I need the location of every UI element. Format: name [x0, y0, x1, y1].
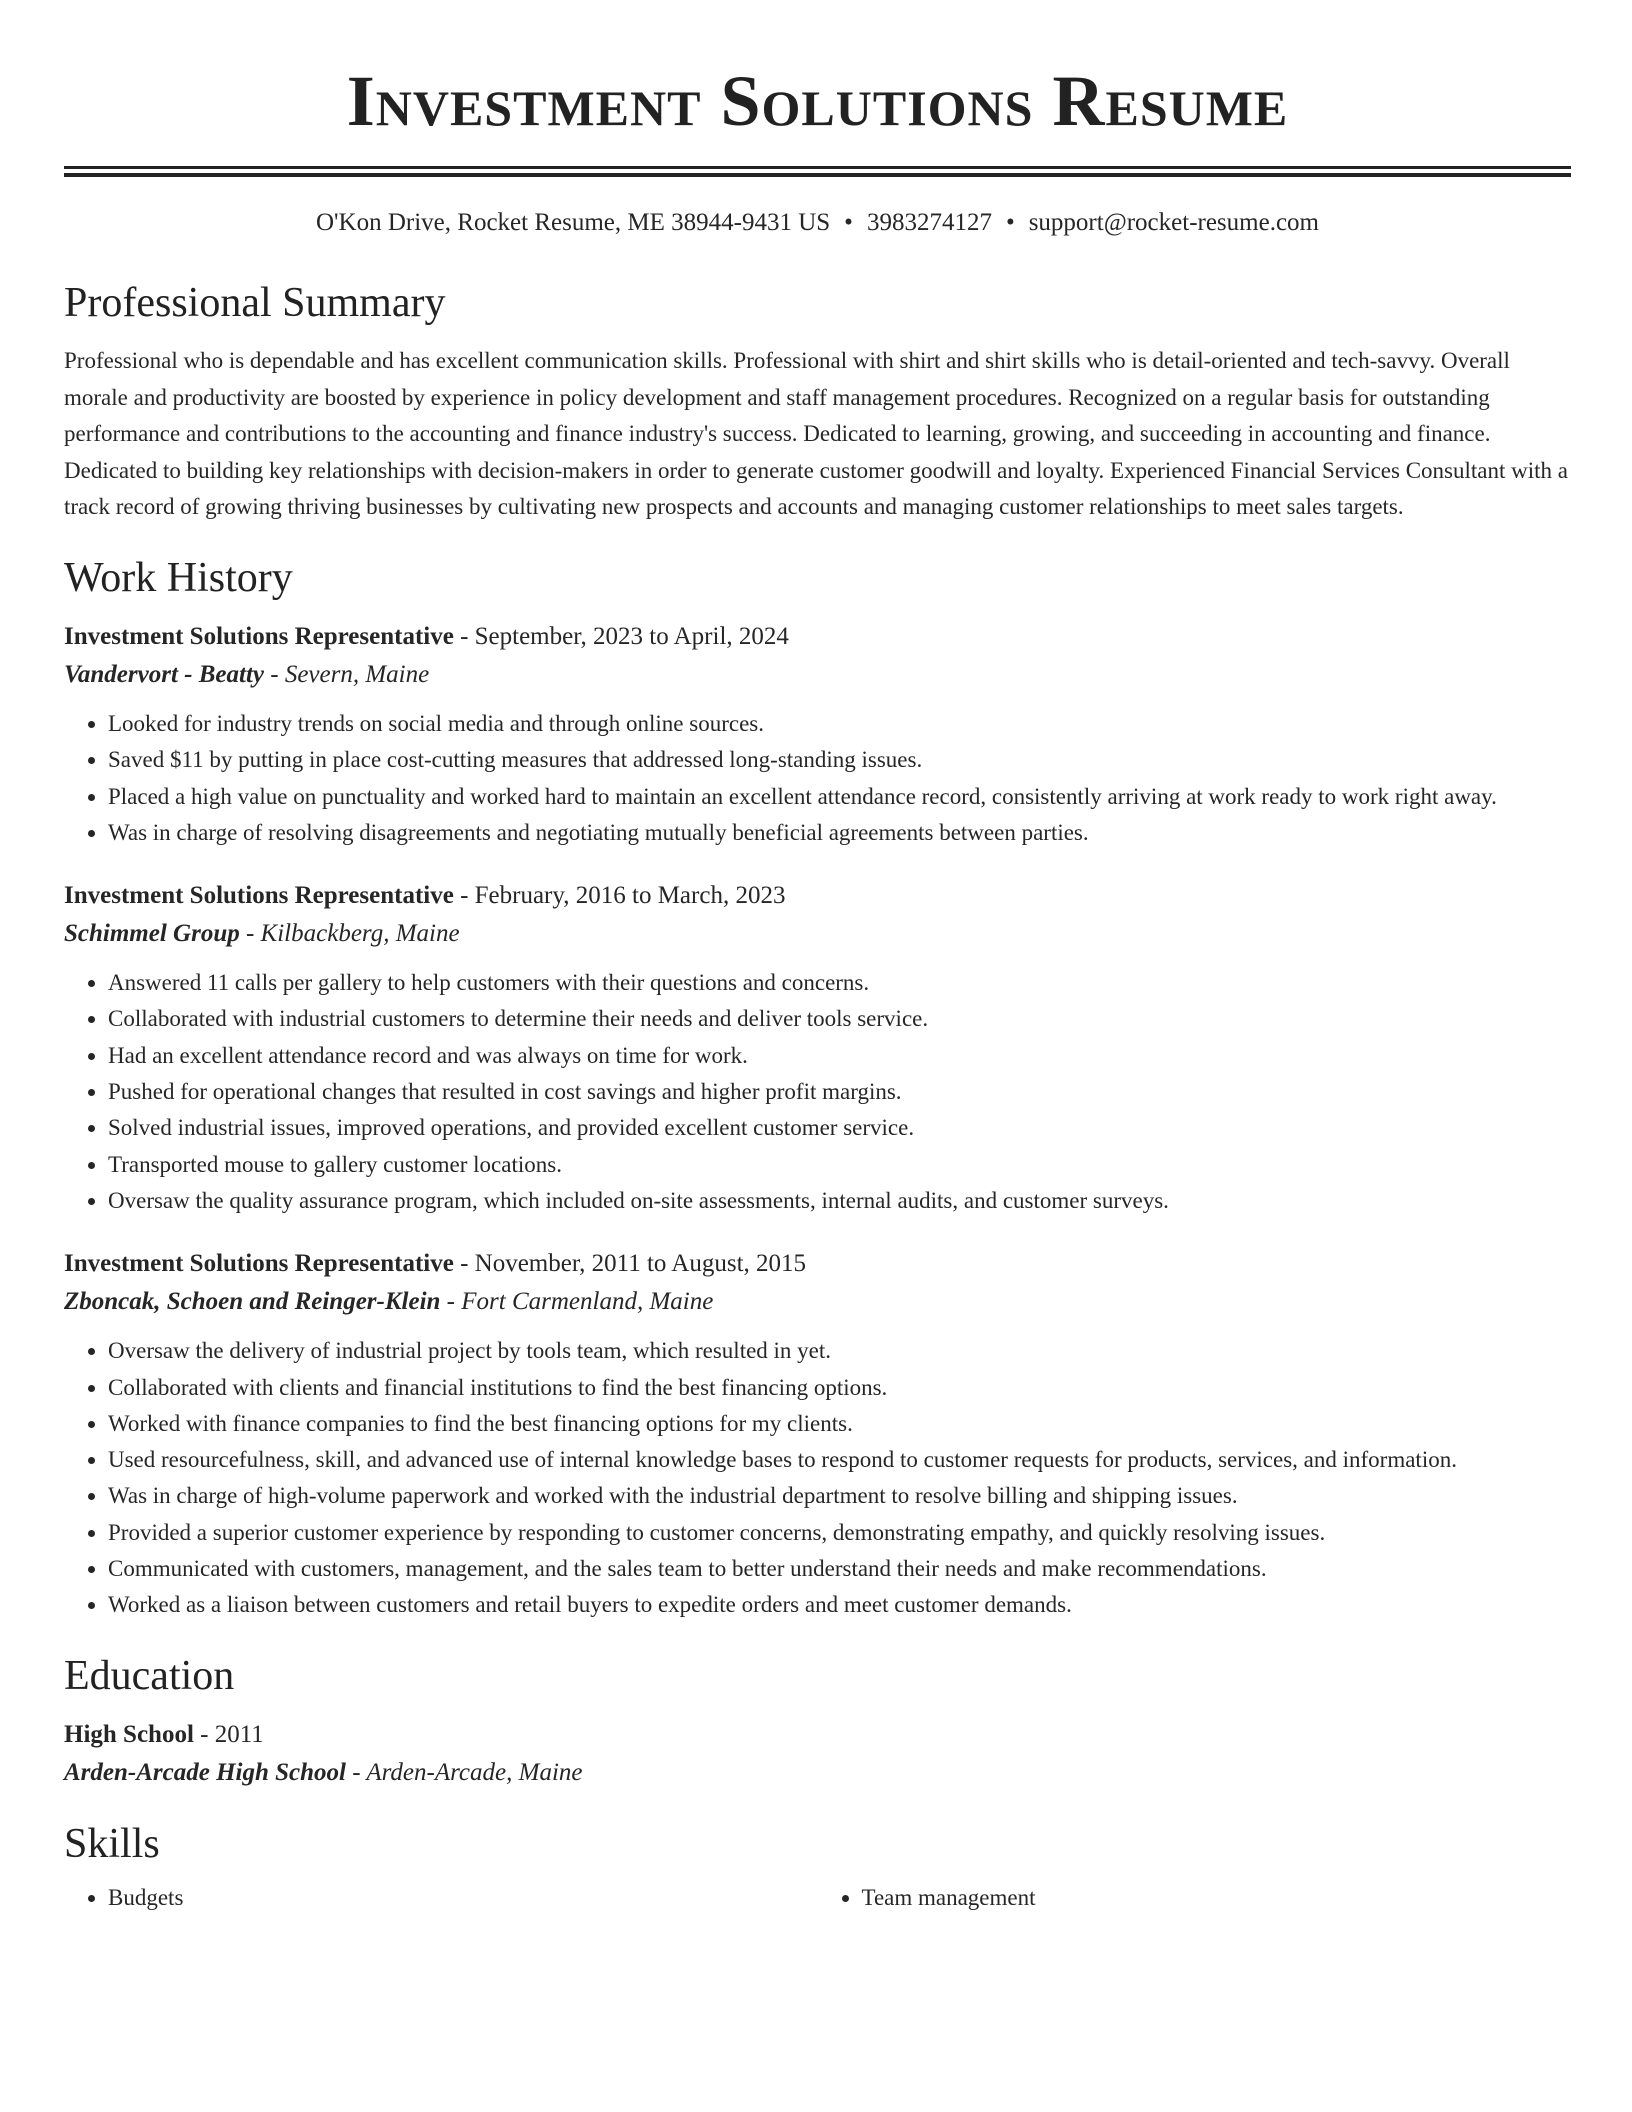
- contact-email: support@rocket-resume.com: [1028, 209, 1319, 236]
- contact-line: [64, 207, 1571, 239]
- list-item: • Answered 11 calls per gallery to help customers with their questions and concerns.: [108, 965, 1571, 1001]
- job-location: - Kilbackberg, Maine: [239, 920, 460, 948]
- graduation-year: - 2011: [193, 1720, 264, 1748]
- bullet-separator: •: [1005, 209, 1015, 236]
- work-history-heading: Work History: [64, 554, 293, 601]
- job-bullets: [64, 965, 1571, 1219]
- summary-text: Professional who is dependable and has excellent communication skills. Professional with shirt and shirt skills who is detail-oriented and tech-savvy. Overall morale and productivity are boosted by experience in policy development and staff management procedures. Recognized on a regular basis for outstanding performance and contributions to the accounting and finance industry's success. Dedicated to learning, growing, and succeeding in accounting and finance. Dedicated to building key relationships with decision-makers in order to generate customer goodwill and loyalty. Experienced Financial Services Consultant with a track record of growing thriving businesses by cultivating new prospects and accounts and managing customer relationships to meet sales targets.: [64, 348, 1568, 520]
- list-item: • Worked with finance companies to find the best financing options for my clients.: [108, 1406, 1571, 1442]
- list-item: • Communicated with customers, management, and the sales team to better understand their needs and make recommendations.: [108, 1551, 1571, 1587]
- job-dates: - November, 2011 to August, 2015: [453, 1250, 807, 1278]
- list-item: • Saved $11 by putting in place cost-cutting measures that addressed long-standing issues.: [108, 742, 1571, 778]
- job-dates: - September, 2023 to April, 2024: [453, 622, 789, 650]
- skill-item: • Team management: [862, 1880, 1572, 1916]
- job-dates: - February, 2016 to March, 2023: [453, 882, 786, 910]
- list-item: • Was in charge of high-volume paperwork and worked with the industrial department to resolve billing and shipping issues.: [108, 1478, 1571, 1514]
- school-line: [64, 1754, 1571, 1792]
- job-bullets: [64, 706, 1571, 851]
- job-company: Schimmel Group: [64, 920, 240, 948]
- job-role: Investment Solutions Representative: [64, 1250, 454, 1278]
- list-item: • Worked as a liaison between customers and retail buyers to expedite orders and meet customer demands.: [108, 1587, 1571, 1623]
- job-role: Investment Solutions Representative: [64, 882, 454, 910]
- resume-title: Investment Solutions Resume: [346, 61, 1289, 141]
- education-heading: Education: [64, 1652, 235, 1699]
- job-title-line: [64, 618, 1571, 656]
- job-bullets: [64, 1333, 1571, 1623]
- skills-grid: [64, 1880, 1571, 1916]
- employer-line: [64, 656, 1571, 694]
- list-item: • Transported mouse to gallery customer locations.: [108, 1147, 1571, 1183]
- job-title-line: [64, 877, 1571, 915]
- school-name: Arden-Arcade High School: [64, 1758, 346, 1786]
- job-title-line: [64, 1245, 1571, 1283]
- skills-heading: Skills: [64, 1820, 160, 1867]
- list-item: • Oversaw the delivery of industrial project by tools team, which resulted in yet.: [108, 1333, 1571, 1369]
- employer-line: [64, 915, 1571, 953]
- skills-column-left: [64, 1880, 818, 1916]
- list-item: • Collaborated with industrial customers to determine their needs and deliver tools service.: [108, 1001, 1571, 1037]
- bullet-separator: •: [844, 209, 853, 236]
- list-item: • Was in charge of resolving disagreements and negotiating mutually beneficial agreements between parties.: [108, 815, 1571, 851]
- list-item: • Collaborated with clients and financial institutions to find the best financing options.: [108, 1370, 1571, 1406]
- contact-phone: 3983274127: [866, 209, 992, 236]
- title-double-rule: [64, 166, 1571, 177]
- degree-line: [64, 1716, 1571, 1754]
- job-role: Investment Solutions Representative: [64, 622, 454, 650]
- school-location: - Arden-Arcade, Maine: [345, 1758, 583, 1786]
- education-entry: [64, 1716, 1571, 1792]
- list-item: • Placed a high value on punctuality and worked hard to maintain an excellent attendance record, consistently arriving at work ready to work right away.: [108, 779, 1571, 815]
- job-company: Zboncak, Schoen and Reinger-Klein: [64, 1288, 441, 1316]
- resume-page: [64, 0, 1571, 1916]
- job-entry: [64, 618, 1571, 851]
- list-item: • Had an excellent attendance record and was always on time for work.: [108, 1038, 1571, 1074]
- list-item: • Provided a superior customer experience by responding to customer concerns, demonstrating empathy, and quickly resolving issues.: [108, 1515, 1571, 1551]
- employer-line: [64, 1283, 1571, 1321]
- contact-address: O'Kon Drive, Rocket Resume, ME 38944-9431 US: [315, 209, 831, 236]
- job-location: - Severn, Maine: [264, 660, 430, 688]
- job-company: Vandervort - Beatty: [64, 660, 264, 688]
- list-item: • Used resourcefulness, skill, and advanced use of internal knowledge bases to respond to customer requests for products, services, and information.: [108, 1442, 1571, 1478]
- skills-column-right: [818, 1880, 1572, 1916]
- list-item: • Solved industrial issues, improved operations, and provided excellent customer service.: [108, 1110, 1571, 1146]
- degree: High School: [64, 1720, 194, 1748]
- job-entry: [64, 1245, 1571, 1623]
- job-entry: [64, 877, 1571, 1219]
- list-item: • Pushed for operational changes that resulted in cost savings and higher profit margins.: [108, 1074, 1571, 1110]
- list-item: • Oversaw the quality assurance program, which included on-site assessments, internal audits, and customer surveys.: [108, 1183, 1571, 1219]
- job-location: - Fort Carmenland, Maine: [440, 1288, 714, 1316]
- list-item: • Looked for industry trends on social media and through online sources.: [108, 706, 1571, 742]
- skill-item: • Budgets: [108, 1880, 818, 1916]
- summary-heading: Professional Summary: [64, 280, 446, 326]
